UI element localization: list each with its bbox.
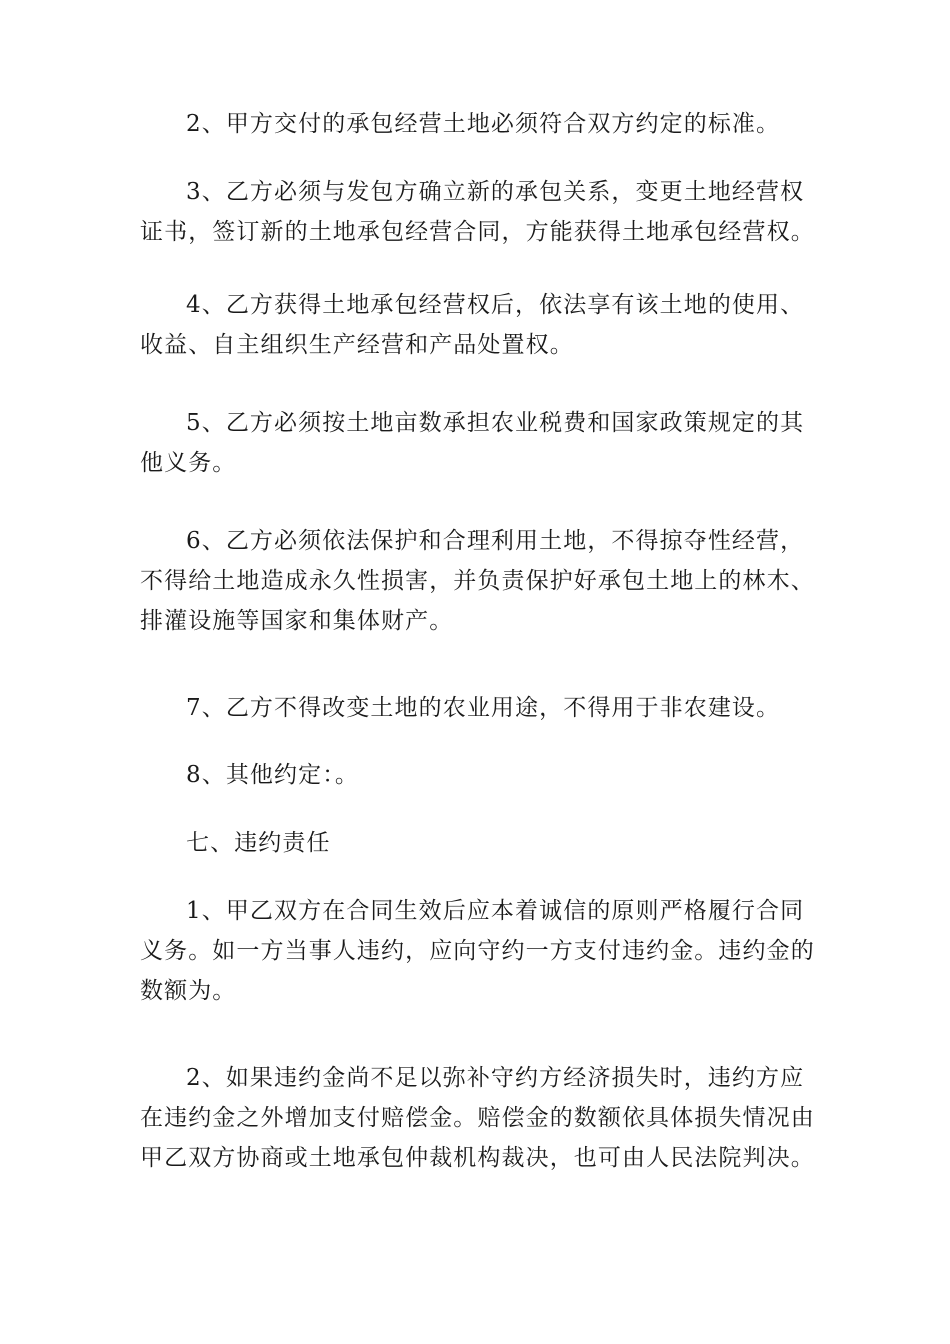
paragraph-line: 8、其他约定：。 <box>186 762 359 788</box>
paragraph-line: 不得给土地造成永久性损害，并负责保护好承包土地上的林木、 <box>140 568 815 594</box>
paragraph-line: 3、乙方必须与发包方确立新的承包关系，变更土地经营权 <box>186 179 805 205</box>
paragraph-item-2-delivery-standard <box>140 104 820 144</box>
paragraph-item-3-new-contract <box>140 172 820 252</box>
section-heading-breach-liability <box>140 823 820 863</box>
paragraph-breach-2-compensation <box>140 1058 820 1178</box>
paragraph-line: 2、甲方交付的承包经营土地必须符合双方约定的标准。 <box>186 111 781 137</box>
paragraph-line: 排灌设施等国家和集体财产。 <box>140 608 454 634</box>
paragraph-line: 5、乙方必须按土地亩数承担农业税费和国家政策规定的其 <box>186 410 805 436</box>
paragraph-line: 证书，签订新的土地承包经营合同，方能获得土地承包经营权。 <box>140 219 815 245</box>
paragraph-line: 1、甲乙双方在合同生效后应本着诚信的原则严格履行合同 <box>186 898 805 924</box>
paragraph-line: 甲乙双方协商或土地承包仲裁机构裁决，也可由人民法院判决。 <box>140 1145 815 1171</box>
paragraph-item-5-taxes <box>140 403 820 483</box>
paragraph-line: 7、乙方不得改变土地的农业用途，不得用于非农建设。 <box>186 695 781 721</box>
paragraph-line: 在违约金之外增加支付赔偿金。赔偿金的数额依具体损失情况由 <box>140 1105 815 1131</box>
paragraph-line: 4、乙方获得土地承包经营权后，依法享有该土地的使用、 <box>186 292 805 318</box>
paragraph-line: 七、违约责任 <box>186 830 331 856</box>
paragraph-line: 6、乙方必须依法保护和合理利用土地，不得掠夺性经营， <box>186 528 805 554</box>
paragraph-item-8-other-terms <box>140 755 820 795</box>
paragraph-breach-1-penalty <box>140 891 820 1011</box>
paragraph-line: 义务。如一方当事人违约，应向守约一方支付违约金。违约金的 <box>140 938 815 964</box>
paragraph-line: 他义务。 <box>140 450 237 476</box>
paragraph-line: 收益、自主组织生产经营和产品处置权。 <box>140 332 574 358</box>
paragraph-item-4-usage-rights <box>140 285 820 365</box>
paragraph-line: 数额为。 <box>140 978 237 1004</box>
paragraph-item-6-land-protection <box>140 521 820 641</box>
paragraph-item-7-agricultural-use <box>140 688 820 728</box>
paragraph-line: 2、如果违约金尚不足以弥补守约方经济损失时，违约方应 <box>186 1065 805 1091</box>
